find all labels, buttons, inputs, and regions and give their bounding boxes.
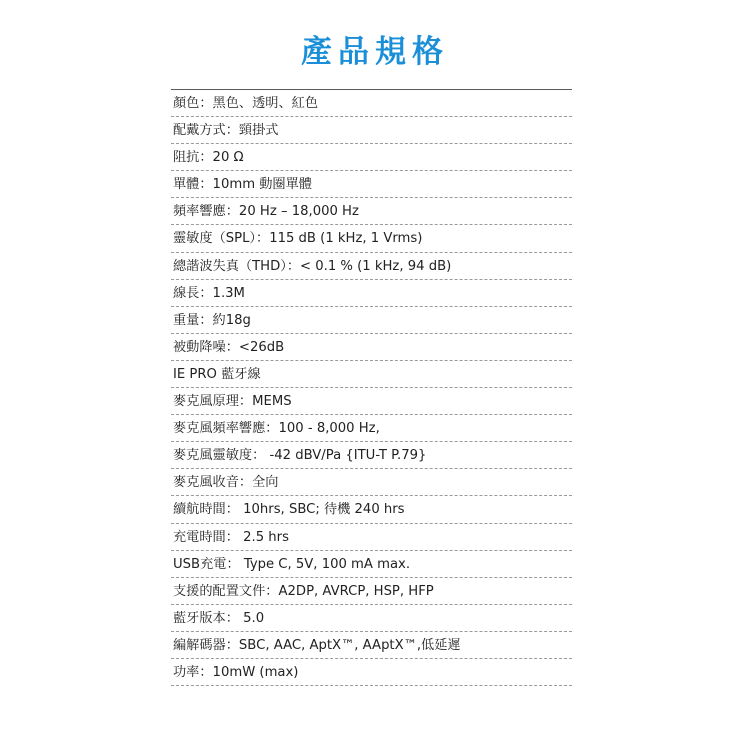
- spec-row-mic-principle: 麥克風原理：MEMS: [171, 388, 572, 415]
- spec-row-impedance: 阻抗：20 Ω: [171, 144, 572, 171]
- spec-row-usb-charging: USB充電： Type C, 5V, 100 mA max.: [171, 551, 572, 578]
- spec-row-sensitivity: 靈敏度（SPL）：115 dB (1 kHz, 1 Vrms): [171, 225, 572, 252]
- page-title: 產品規格: [301, 34, 449, 70]
- spec-row-mic-pickup: 麥克風收音：全向: [171, 469, 572, 496]
- spec-row-profiles: 支援的配置文件：A2DP, AVRCP, HSP, HFP: [171, 578, 572, 605]
- spec-row-codecs: 編解碼器：SBC, AAC, AptX™, AAptX™,低延遲: [171, 632, 572, 659]
- spec-row-battery-life: 續航時間： 10hrs, SBC; 待機 240 hrs: [171, 496, 572, 523]
- spec-row-charge-time: 充電時間： 2.5 hrs: [171, 524, 572, 551]
- spec-row-bluetooth-cable: IE PRO 藍牙線: [171, 361, 572, 388]
- spec-row-power: 功率：10mW (max): [171, 659, 572, 686]
- spec-row-color: 顏色：黑色、透明、紅色: [171, 90, 572, 117]
- spec-row-weight: 重量：約18g: [171, 307, 572, 334]
- spec-row-passive-noise-reduction: 被動降噪：<26dB: [171, 334, 572, 361]
- spec-table: [171, 89, 572, 686]
- spec-row-mic-frequency-response: 麥克風頻率響應：100 - 8,000 Hz,: [171, 415, 572, 442]
- spec-row-thd: 總諧波失真（THD）：< 0.1 % (1 kHz, 94 dB): [171, 253, 572, 280]
- spec-row-frequency-response: 頻率響應：20 Hz – 18,000 Hz: [171, 198, 572, 225]
- spec-row-driver: 單體：10mm 動圈單體: [171, 171, 572, 198]
- spec-row-cable-length: 線長：1.3M: [171, 280, 572, 307]
- spec-row-bluetooth-version: 藍牙版本： 5.0: [171, 605, 572, 632]
- spec-row-mic-sensitivity: 麥克風靈敏度： -42 dBV/Pa {ITU-T P.79}: [171, 442, 572, 469]
- spec-row-wearing-style: 配戴方式：頸掛式: [171, 117, 572, 144]
